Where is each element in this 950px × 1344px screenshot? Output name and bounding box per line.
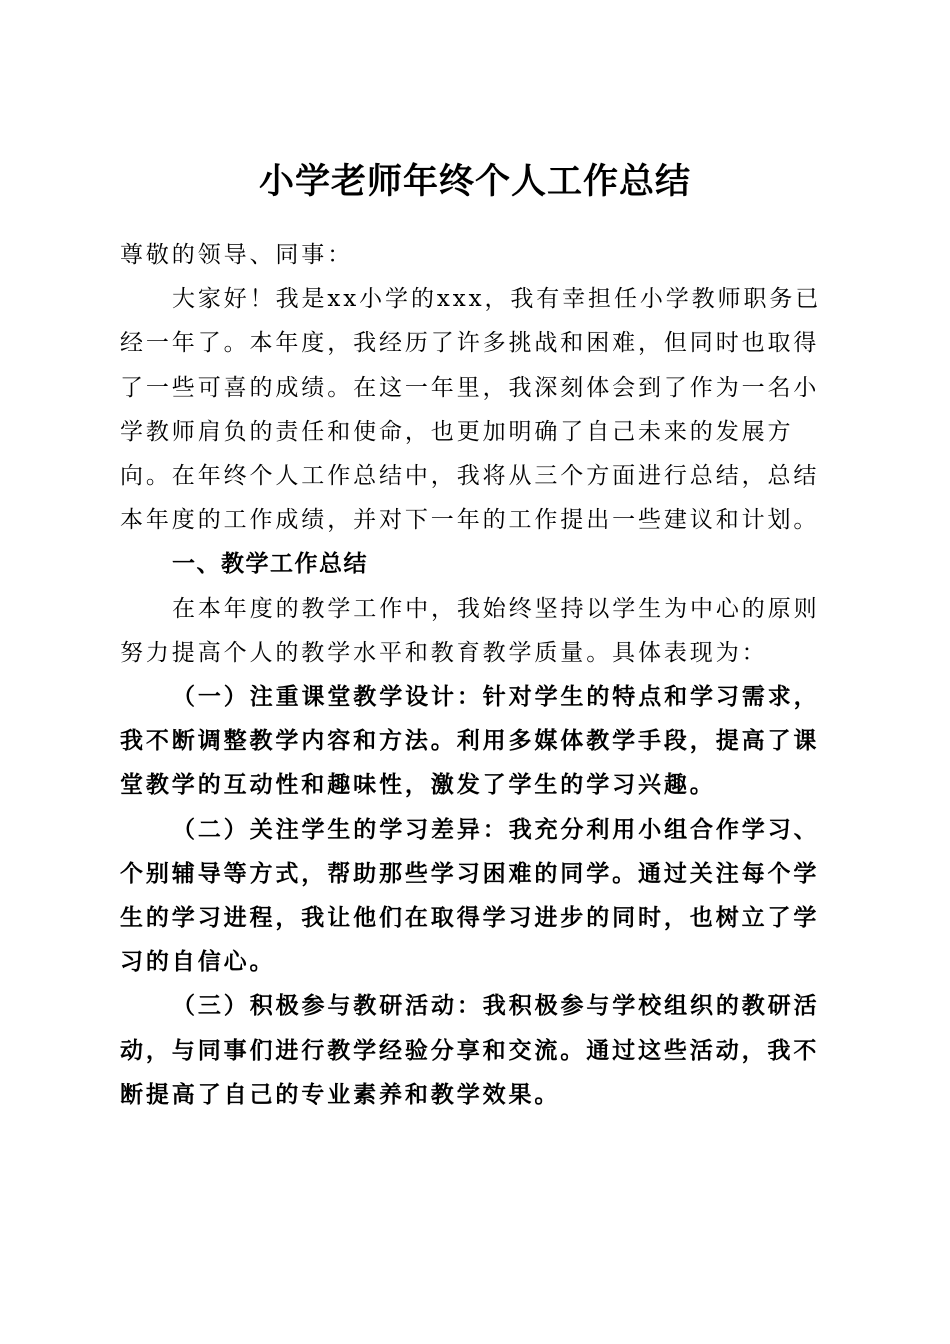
list-item-research-activities: （三）积极参与教研活动：我积极参与学校组织的教研活动，与同事们进行教学经验分享和交流。通过这些活动，我不断提高了自己的专业素养和教学效果。 — [120, 992, 820, 1108]
list-item-learning-differences: （二）关注学生的学习差异：我充分利用小组合作学习、个别辅导等方式，帮助那些学习困难的同学。通过关注每个学生的学习进程，我让他们在取得学习进步的同时，也树立了学习的自信心。 — [120, 815, 820, 976]
document-body — [120, 233, 842, 1117]
document-title: 小学老师年终个人工作总结 — [258, 161, 691, 203]
intro-paragraph: 大家好！我是xx小学的xxx，我有幸担任小学教师职务已经一年了。本年度，我经历了许多挑战和困难，但同时也取得了一些可喜的成绩。在这一年里，我深刻体会到了作为一名小学教师肩负的责任和使命，也更加明确了自己未来的发展方向。在年终个人工作总结中，我将从三个方面进行总结，总结本年度的工作成绩，并对下一年的工作提出一些建议和计划。 — [120, 286, 822, 534]
salutation: 尊敬的领导、同事： — [120, 242, 354, 268]
section-paragraph-teaching: 在本年度的教学工作中，我始终坚持以学生为中心的原则努力提高个人的教学水平和教育教学质量。具体表现为： — [120, 595, 820, 666]
section-heading-teaching: 一、教学工作总结 — [172, 551, 368, 578]
list-item-course-design: （一）注重课堂教学设计：针对学生的特点和学习需求，我不断调整教学内容和方法。利用多媒体教学手段，提高了课堂教学的互动性和趣味性，激发了学生的学习兴趣。 — [120, 683, 820, 799]
